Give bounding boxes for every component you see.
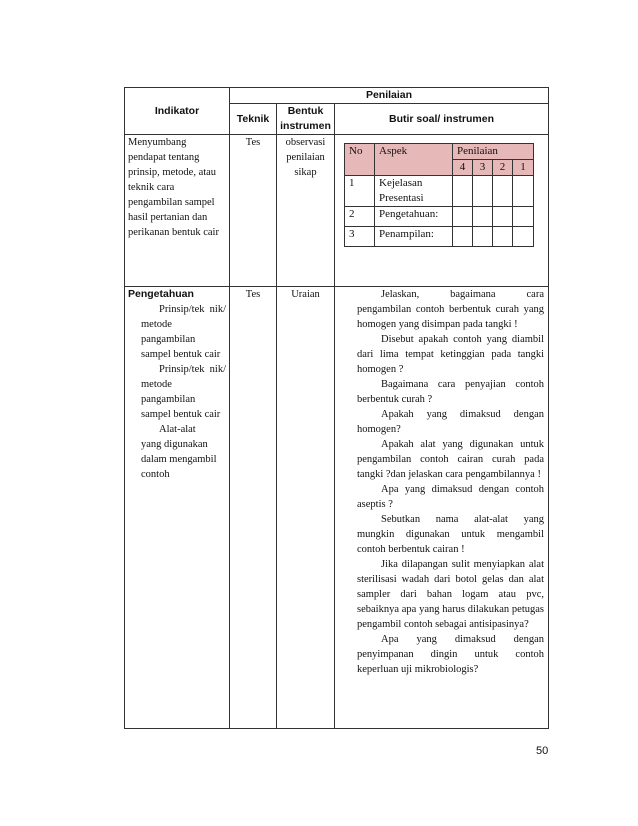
rubric-score-1: 1	[513, 160, 534, 176]
header-penilaian: Penilaian	[230, 88, 549, 104]
rubric-checkbox[interactable]	[473, 176, 493, 207]
question-item: Jika dilapangan sulit menyiapkan alat sterilisasi wadah dari botol gelas dan alat sampler dari bahan logam atau pvc, sebaiknya apa yang harus dilakukan petugas pengambil contoh sebagai antisipasinya?	[357, 559, 544, 630]
question-item: Sebutkan nama alat-alat yang mungkin digunakan untuk mengambil contoh berbentuk cairan !	[357, 514, 544, 555]
rubric-header-penilaian: Penilaian	[453, 144, 534, 160]
rubric-checkbox[interactable]	[453, 227, 473, 247]
rubric-score-3: 3	[473, 160, 493, 176]
rubric-header-no: No	[345, 144, 375, 176]
rubric-checkbox[interactable]	[493, 207, 513, 227]
indikator-item: Prinsip/tek nik/ metode pangambilan sampel bentuk cair	[141, 364, 226, 420]
rubric-checkbox[interactable]	[493, 176, 513, 207]
row2-teknik: Tes	[230, 287, 277, 729]
rubric-checkbox[interactable]	[513, 207, 534, 227]
page-number: 50	[536, 745, 549, 757]
question-item: Apa yang dimaksud dengan contoh aseptis ?	[357, 484, 544, 510]
row2-questions	[335, 287, 549, 729]
row1-indikator: Menyumbang pendapat tentang prinsip, metode, atau teknik cara pengambilan sampel hasil pertanian dan perikanan bentuk cair	[125, 135, 230, 287]
row2-indikator	[125, 287, 230, 729]
rubric-row-aspek: Kejelasan Presentasi	[375, 176, 453, 207]
rubric-checkbox[interactable]	[513, 227, 534, 247]
rubric-checkbox[interactable]	[453, 176, 473, 207]
rubric-row	[345, 176, 534, 207]
question-item: Apakah alat yang digunakan untuk pengambilan contoh cairan curah pada tangki ?dan jelaskan cara pengambilannya !	[357, 439, 544, 480]
indikator-item: Alat-alat yang digunakan dalam mengambil contoh	[141, 424, 217, 480]
question-item: Bagaimana cara penyajian contoh berbentuk curah ?	[357, 379, 544, 405]
rubric-row	[345, 207, 534, 227]
header-bentuk-instrumen: Bentuk instrumen	[277, 104, 335, 135]
rubric-checkbox[interactable]	[473, 227, 493, 247]
row2-indikator-list	[128, 302, 226, 482]
rubric-row-no: 1	[345, 176, 375, 207]
indikator-item: Prinsip/tek nik/ metode pangambilan sampel bentuk cair	[141, 304, 226, 360]
header-indikator: Indikator	[125, 88, 230, 135]
rubric-checkbox[interactable]	[513, 176, 534, 207]
rubric-row	[345, 227, 534, 247]
rubric-table	[344, 143, 534, 247]
question-item: Disebut apakah contoh yang diambil dari lima tempat ketinggian pada tangki homogen ?	[357, 334, 544, 375]
rubric-row-no: 3	[345, 227, 375, 247]
assessment-table	[124, 87, 549, 729]
rubric-score-2: 2	[493, 160, 513, 176]
row1-instrument-cell	[335, 135, 549, 287]
question-item: Apa yang dimaksud dengan penyimpanan dingin untuk contoh keperluan uji mikrobiologis?	[357, 634, 544, 675]
row2-bentuk: Uraian	[277, 287, 335, 729]
row1-bentuk: observasi penilaian sikap	[277, 135, 335, 287]
rubric-checkbox[interactable]	[493, 227, 513, 247]
question-item: Apakah yang dimaksud dengan homogen?	[357, 409, 544, 435]
rubric-row-aspek: Pengetahuan:	[375, 207, 453, 227]
header-butir-soal: Butir soal/ instrumen	[335, 104, 549, 135]
row1-teknik: Tes	[230, 135, 277, 287]
row2-indikator-title: Pengetahuan	[128, 288, 194, 300]
rubric-checkbox[interactable]	[473, 207, 493, 227]
rubric-row-no: 2	[345, 207, 375, 227]
question-item: Jelaskan, bagaimana cara pengambilan contoh berbentuk curah yang homogen yang disimpan pada tangki !	[357, 289, 544, 330]
rubric-row-aspek: Penampilan:	[375, 227, 453, 247]
rubric-checkbox[interactable]	[453, 207, 473, 227]
rubric-header-aspek: Aspek	[375, 144, 453, 176]
header-teknik: Teknik	[230, 104, 277, 135]
rubric-score-4: 4	[453, 160, 473, 176]
